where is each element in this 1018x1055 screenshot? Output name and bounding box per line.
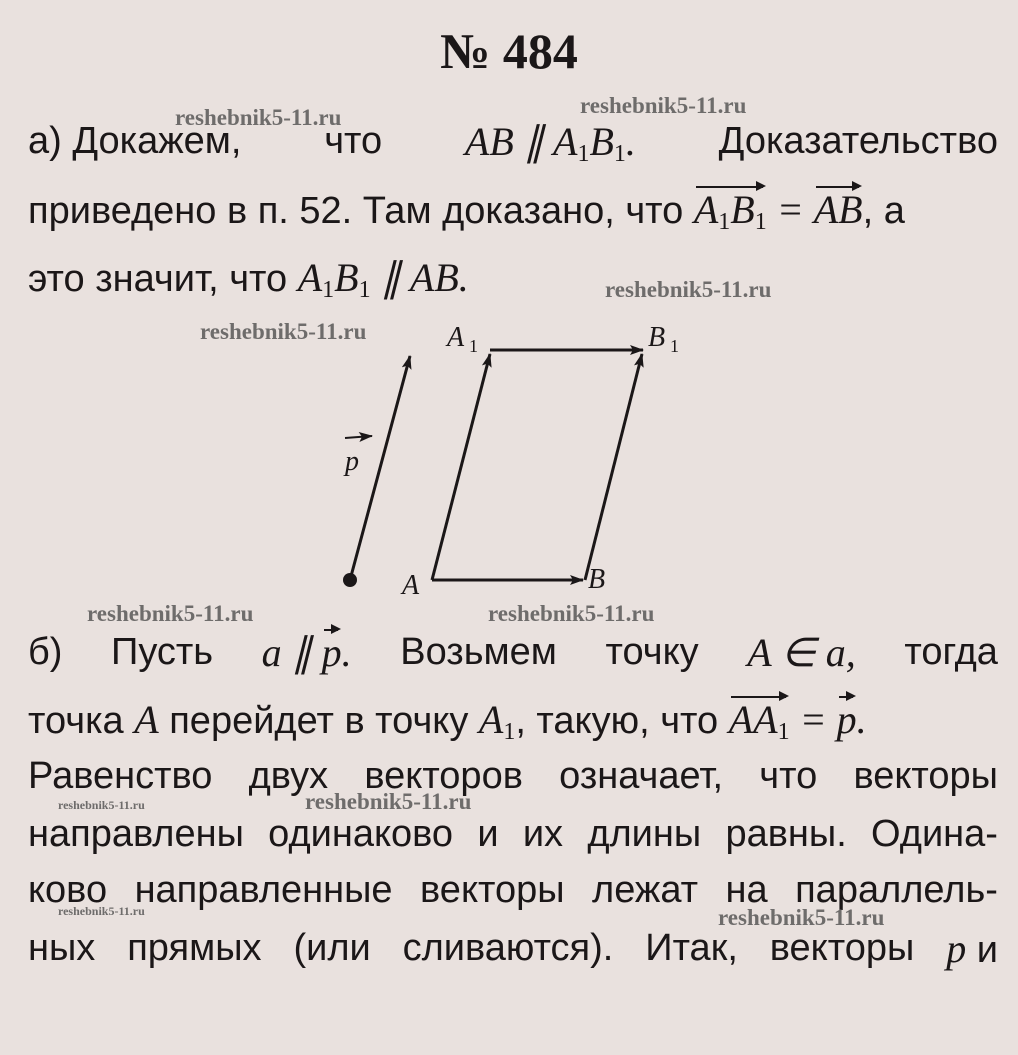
math-ab-parallel: AB ∥ $A_1B_1$. bbox=[464, 119, 636, 167]
point-b1-label: B bbox=[648, 322, 666, 353]
word: (или bbox=[293, 927, 371, 969]
word: направленные bbox=[134, 869, 393, 911]
point-b1-subscript: 1 bbox=[670, 336, 679, 356]
watermark-small: reshebnik5-11.ru bbox=[58, 904, 145, 918]
vector-p-arrow bbox=[350, 356, 410, 580]
word: и bbox=[477, 813, 499, 855]
word: лежат bbox=[592, 869, 699, 911]
math-vector-equality: $A_1B_1$ = AB bbox=[693, 187, 863, 235]
word: означает, bbox=[559, 755, 724, 797]
word: точку bbox=[605, 631, 699, 673]
point-b-label: B bbox=[588, 564, 606, 595]
word: параллель- bbox=[795, 869, 998, 911]
word: сливаются). bbox=[402, 927, 614, 969]
watermark: reshebnik5-11.ru bbox=[200, 319, 367, 344]
point-a1-subscript: 1 bbox=[469, 336, 478, 356]
word: Доказательство bbox=[718, 120, 998, 162]
math-a-in-a: A ∈ a, bbox=[747, 630, 856, 675]
watermark: reshebnik5-11.ru bbox=[488, 601, 655, 626]
word: прямых bbox=[127, 927, 262, 969]
watermark: reshebnik5-11.ru bbox=[718, 905, 885, 930]
paragraph-b-line-4 bbox=[28, 815, 998, 853]
word: векторы bbox=[853, 755, 998, 797]
word: их bbox=[522, 813, 564, 855]
text: перейдет в точку bbox=[158, 700, 479, 742]
word: ных bbox=[28, 927, 96, 969]
word: одинаково bbox=[268, 813, 454, 855]
paragraph-b-line-6 bbox=[28, 926, 998, 971]
watermark-small: reshebnik5-11.ru bbox=[58, 798, 145, 812]
point-a1-label: A bbox=[447, 322, 465, 353]
vector-aa1-arrow bbox=[432, 354, 490, 580]
watermark: reshebnik5-11.ru bbox=[175, 105, 342, 130]
watermark: reshebnik5-11.ru bbox=[580, 93, 747, 118]
word: что bbox=[324, 120, 383, 162]
math-p: p bbox=[946, 926, 967, 971]
math-a-parallel-p: a ∥ p. bbox=[261, 630, 352, 675]
word: тогда bbox=[904, 631, 998, 673]
word: векторов bbox=[364, 755, 523, 797]
word: Равенство bbox=[28, 755, 213, 797]
text: точка bbox=[28, 700, 135, 742]
word: направлены bbox=[28, 813, 244, 855]
word: равны. bbox=[725, 813, 847, 855]
text: , такую, что bbox=[515, 700, 729, 742]
word: Итак, bbox=[645, 927, 738, 969]
word: а) Докажем, bbox=[28, 120, 242, 162]
vector-p-label-arrow bbox=[345, 436, 372, 438]
math-a1: $A_1$ bbox=[478, 697, 516, 745]
word: на bbox=[725, 869, 768, 911]
vector-p-start-point bbox=[343, 573, 357, 587]
word: длины bbox=[587, 813, 702, 855]
word: и bbox=[976, 929, 998, 971]
word: векторы bbox=[769, 927, 915, 969]
watermark: reshebnik5-11.ru bbox=[605, 277, 772, 302]
text: это значит, что bbox=[28, 258, 298, 300]
word: двух bbox=[248, 755, 329, 797]
word: ково bbox=[28, 869, 108, 911]
word: Пусть bbox=[111, 631, 214, 673]
word: Одина- bbox=[871, 813, 998, 855]
word: Возьмем bbox=[400, 631, 557, 673]
word: векторы bbox=[420, 869, 565, 911]
math-aa1-equals-p: $AA_1 = p$. bbox=[728, 697, 867, 745]
math-a1b1-parallel: $A_1B_1$ ∥ AB. bbox=[297, 255, 469, 303]
paragraph-b-line-3 bbox=[28, 757, 998, 795]
paragraph-b-line-1 bbox=[28, 630, 998, 675]
problem-number: № 484 bbox=[440, 23, 578, 79]
vector-p-label: p bbox=[345, 446, 359, 477]
paragraph-b-line-5 bbox=[28, 871, 998, 909]
text: приведено в п. 52. Там доказано, что bbox=[28, 190, 694, 232]
text: , а bbox=[862, 190, 905, 232]
watermark: reshebnik5-11.ru bbox=[305, 789, 472, 814]
word: что bbox=[759, 755, 818, 797]
math-a: A bbox=[134, 697, 159, 742]
word: б) bbox=[28, 631, 63, 673]
vector-bb1-arrow bbox=[585, 354, 642, 580]
paragraph-b-line-2 bbox=[28, 697, 998, 745]
point-a-label: A bbox=[402, 570, 420, 601]
watermark: reshebnik5-11.ru bbox=[87, 601, 254, 626]
